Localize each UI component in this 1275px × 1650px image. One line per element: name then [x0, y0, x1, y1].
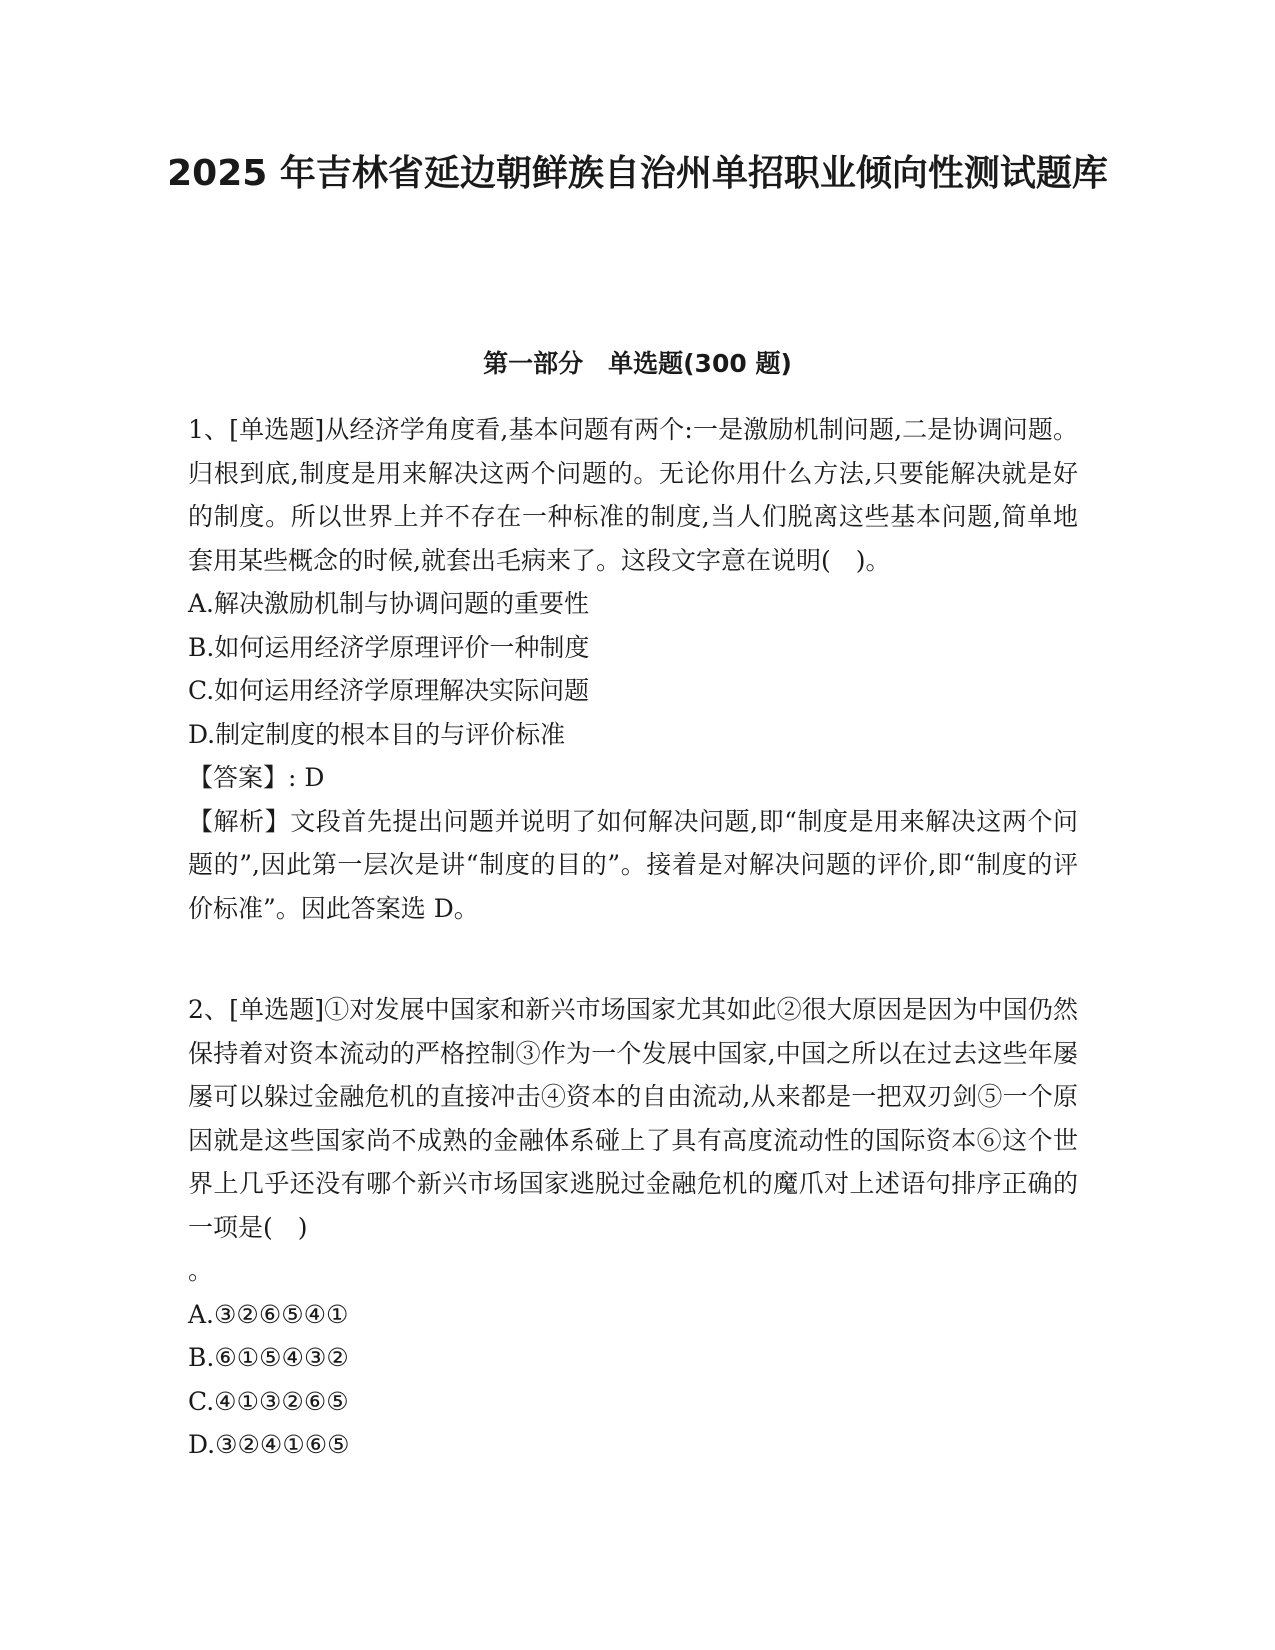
option-d: D.制定制度的根本目的与评价标准 — [188, 719, 566, 749]
question-2 — [188, 988, 1078, 1467]
option-a: A.③②⑥⑤④① — [188, 1299, 349, 1329]
option-b: B.⑥①⑤④③② — [188, 1343, 349, 1372]
option-d: D.③②④①⑥⑤ — [188, 1430, 350, 1459]
option-c: C.④①③②⑥⑤ — [188, 1386, 349, 1416]
question-stem-end: 。 — [188, 1256, 214, 1285]
option-c: C.如何运用经济学原理解决实际问题 — [188, 676, 590, 705]
analysis-text: 【解析】文段首先提出问题并说明了如何解决问题,即“制度是用来解决这两个问题的”,因此第一层次是讲“制度的目的”。接着是对解决问题的评价,即“制度的评价标准”。因此答案选 D。 — [188, 806, 1078, 923]
option-a: A.解决激励机制与协调问题的重要性 — [188, 589, 590, 618]
option-list — [188, 1293, 1078, 1467]
question-1 — [188, 408, 1078, 930]
answer-line: 【答案】: D — [188, 763, 325, 792]
question-stem: 2、[单选题]①对发展中国家和新兴市场国家尤其如此②很大原因是因为中国仍然保持着对资本流动的严格控制③作为一个发展中国家,中国之所以在过去这些年屡屡可以躲过金融危机的直接冲击④资本的自由流动,从来都是一把双刃剑⑤一个原因就是这些国家尚不成熟的金融体系碰上了具有高度流动性的国际资本⑥这个世界上几乎还没有哪个新兴市场国家逃脱过金融危机的魔爪对上述语句排序正确的一项是( ) — [188, 995, 1078, 1242]
document-title: 2025 年吉林省延边朝鲜族自治州单招职业倾向性测试题库 — [167, 153, 1108, 194]
question-stem: 1、[单选题]从经济学角度看,基本问题有两个:一是激励机制问题,二是协调问题。归根到底,制度是用来解决这两个问题的。无论你用什么方法,只要能解决就是好的制度。所以世界上并不存在一种标准的制度,当人们脱离这些基本问题,简单地套用某些概念的时候,就套出毛病来了。这段文字意在说明( )。 — [188, 415, 1078, 575]
section-title: 第一部分 单选题(300 题) — [483, 349, 792, 378]
option-list — [188, 582, 1078, 756]
option-b: B.如何运用经济学原理评价一种制度 — [188, 632, 590, 662]
